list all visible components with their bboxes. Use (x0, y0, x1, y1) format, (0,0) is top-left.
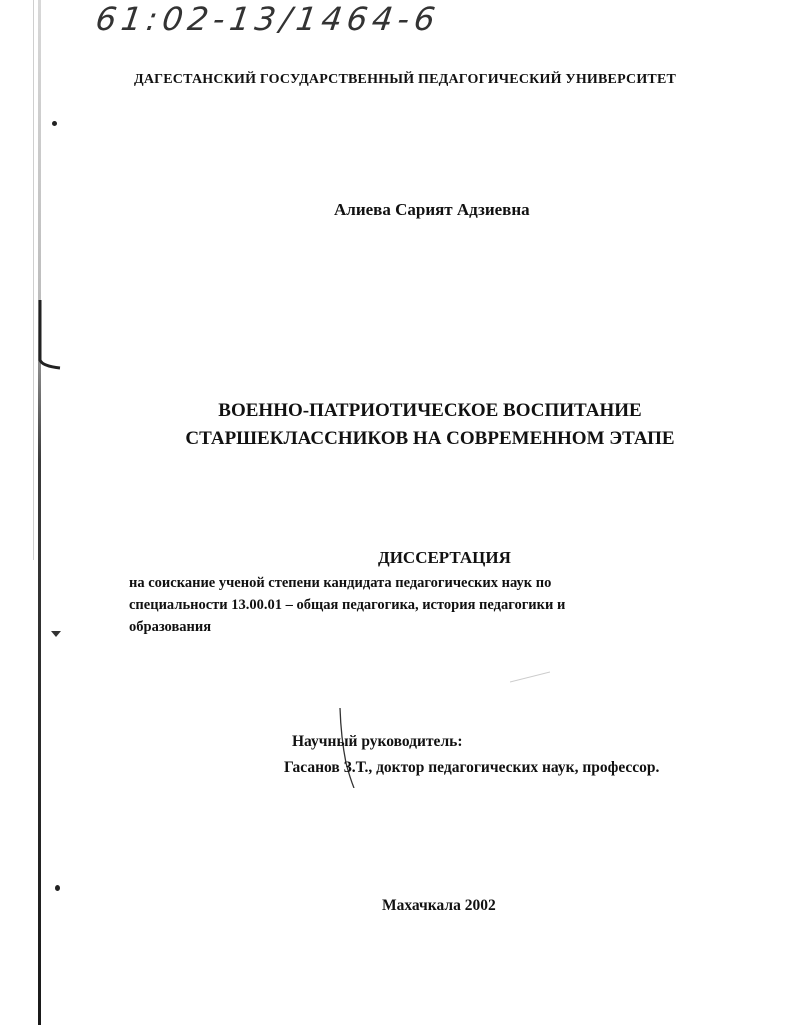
scan-edge-shadow (38, 0, 41, 1025)
handwritten-catalog-code: 61:02-13/1464-6 (93, 0, 443, 38)
author-name: Алиева Сарият Адзиевна (334, 200, 530, 219)
advisor-name: Гасанов З.Т., доктор педагогических наук, профессор. (284, 759, 660, 776)
university-name: ДАГЕСТАНСКИЙ ГОСУДАРСТВЕННЫЙ ПЕДАГОГИЧЕСКИЙ УНИВЕРСИТЕТ (134, 72, 677, 87)
scan-artifact-hook (38, 300, 62, 370)
faint-scan-line (510, 670, 550, 684)
degree-line-2: специальности 13.00.01 – общая педагогика, история педагогики и (129, 597, 566, 613)
advisor-label: Научный руководитель: (292, 733, 463, 750)
title-line-1: ВОЕННО-ПАТРИОТИЧЕСКОЕ ВОСПИТАНИЕ (218, 400, 642, 421)
dissertation-title (150, 397, 710, 453)
degree-line-3: образования (129, 619, 212, 635)
title-line-2: СТАРШЕКЛАССНИКОВ НА СОВРЕМЕННОМ ЭТАПЕ (185, 428, 675, 449)
degree-description (129, 572, 729, 638)
scan-speck (55, 885, 60, 891)
scan-artifact-arrow (50, 630, 62, 638)
degree-line-1: на соискание ученой степени кандидата педагогических наук по (129, 575, 552, 591)
scan-edge-shadow-light (33, 0, 34, 560)
city-and-year: Махачкала 2002 (382, 897, 496, 914)
scan-speck (52, 121, 57, 126)
document-type: ДИССЕРТАЦИЯ (378, 548, 511, 567)
